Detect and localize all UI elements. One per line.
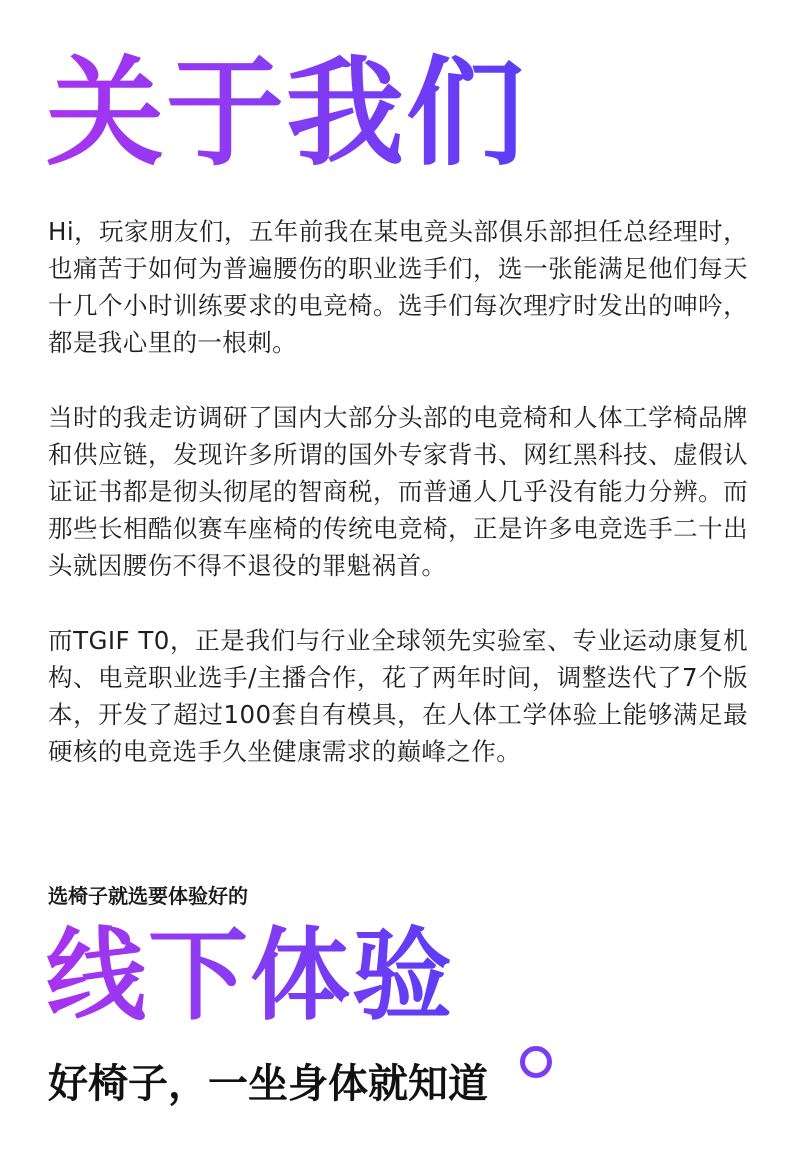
experience-tagline: 选椅子就选要体验好的 [48, 884, 248, 908]
page-title: 关于我们 [46, 44, 527, 182]
experience-slogan: 好椅子，一坐身体就知道 [48, 1061, 488, 1107]
experience-title: 线下体验 [46, 917, 454, 1034]
intro-paragraph-3: 而TGIF T0，正是我们与行业全球领先实验室、专业运动康复机构、电竞职业选手/主播合作，花了两年时间，调整迭代了7个版本，开发了超过100套自有模具，在人体工学体验上能够满足最硬核的电竞选手久坐健康需求的巅峰之作。 [48, 626, 748, 766]
intro-paragraph-1: Hi，玩家朋友们，五年前我在某电竞头部俱乐部担任总经理时，也痛苦于如何为普遍腰伤的职业选手们，选一张能满足他们每天十几个小时训练要求的电竞椅。选手们每次理疗时发出的呻吟，都是我心里的一根刺。 [48, 217, 748, 357]
intro-paragraph-2: 当时的我走访调研了国内大部分头部的电竞椅和人体工学椅品牌和供应链，发现许多所谓的国外专家背书、网红黑科技、虚假认证证书都是彻头彻尾的智商税，而普通人几乎没有能力分辨。而那些长相酷似赛车座椅的传统电竞椅，正是许多电竞选手二十出头就因腰伤不得不退役的罪魁祸首。 [48, 403, 748, 580]
ring-decoration-icon [520, 1046, 552, 1078]
intro-text [48, 213, 748, 808]
